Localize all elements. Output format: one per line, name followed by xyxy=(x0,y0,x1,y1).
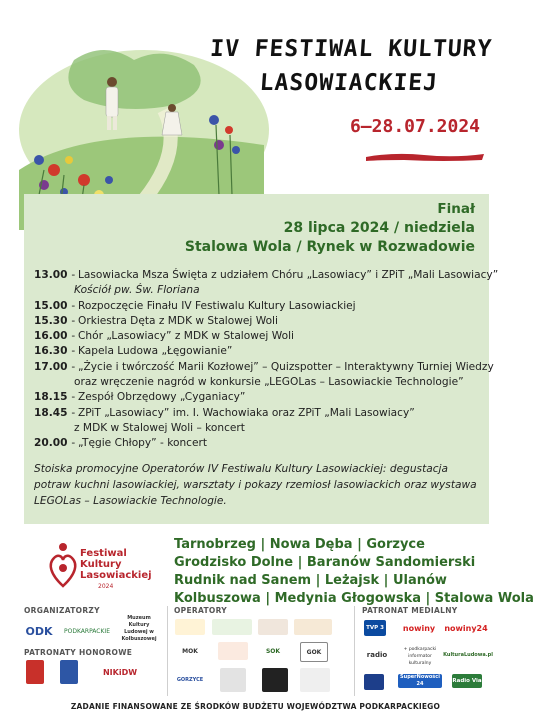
operator-logo xyxy=(218,642,248,660)
section-divider xyxy=(354,606,355,696)
fest-logo-year: 2024 xyxy=(98,583,114,590)
operator-logo xyxy=(294,619,332,635)
schedule-time: 18.45 xyxy=(34,406,68,419)
sok-logo: SOK xyxy=(265,647,281,655)
operator-logo xyxy=(220,668,246,692)
schedule-time: 16.00 xyxy=(34,330,68,343)
schedule-time: 13.00 xyxy=(34,269,68,281)
schedule-list xyxy=(34,268,499,452)
nikidw-logo: NIKiDW xyxy=(102,667,138,677)
schedule-time: 20.00 xyxy=(34,437,68,450)
towns-line: Tarnobrzeg | Nowa Dęba | Gorzyce xyxy=(174,537,425,552)
schedule-continuation: oraz wręczenie nagród w konkursie „LEGOLas – Lasowiackie Technologie” xyxy=(74,376,464,389)
festival-dates: 6–28.07.2024 xyxy=(349,116,481,137)
operator-logo xyxy=(258,619,288,635)
tvp3-logo: TVP 3 xyxy=(364,620,386,636)
nowiny-logo: nowiny xyxy=(402,623,436,633)
mok-logo: MOK xyxy=(182,647,198,655)
operator-logo xyxy=(212,619,252,635)
schedule-text: Rozpoczęcie Finału IV Festiwalu Kultury Lasowiackiej xyxy=(78,299,356,312)
schedule-time: 16.30 xyxy=(34,345,68,358)
festival-logo xyxy=(48,540,152,600)
schedule-item: 18.45 - ZPiT „Lasowiacy” im. I. Wachowiaka oraz ZPiT „Mali Lasowiacy” z MDK w Stalowej Woli – koncert xyxy=(34,406,494,437)
media-patrons-heading: PATRONAT MEDIALNY xyxy=(362,606,458,615)
media-logo xyxy=(364,674,384,690)
schedule-time: 17.00 xyxy=(34,360,68,373)
heart-flower-icon xyxy=(48,542,78,588)
schedule-text: Kapela Ludowa „Łęgowianie” xyxy=(78,345,233,358)
towns-line: Rudnik nad Sanem | Leżajsk | Ulanów xyxy=(174,573,447,588)
towns-line: Kolbuszowa | Medynia Głogowska | Stalowa Wola xyxy=(174,591,534,606)
fest-logo-line-2: Kultury xyxy=(80,559,122,570)
honor-patrons-heading: PATRONATY HONOROWE xyxy=(24,648,133,657)
operators-heading: OPERATORY xyxy=(174,606,227,615)
section-divider xyxy=(167,606,168,696)
schedule-item: 18.15 - Zespół Obrzędowy „Cyganiacy” xyxy=(34,390,494,405)
nowiny24-logo: nowiny24 xyxy=(444,623,488,633)
finale-date: 28 lipca 2024 / niedziela xyxy=(283,220,475,236)
operator-logo xyxy=(300,668,330,692)
schedule-item: 16.00 - Chór „Lasowiacy” z MDK w Stalowej Woli xyxy=(34,329,494,344)
odk-logo: ODK xyxy=(25,624,53,638)
gok-logo: GOK xyxy=(300,642,328,662)
schedule-item: 13.00 - Lasowiacka Msza Święta z udziałem Chóru „Lasowiacy” i ZPiT „Mali Lasowiacy” Kościół pw. Św. Floriana xyxy=(34,268,494,299)
gorzyce-logo: GORZYCE xyxy=(176,676,204,683)
finale-block xyxy=(185,200,475,257)
rzeszow-coat-of-arms-icon xyxy=(60,660,78,684)
radiovia-logo: Radio Via xyxy=(452,674,482,688)
promo-note: Stoiska promocyjne Operatorów IV Festiwalu Kultury Lasowiackiej: degustacja potraw kuchni lasowiackiej, warsztaty i pokazy rzemiosł lasowiackich oraz wystawa LEGOLas – Lasowiackie Technologie. xyxy=(34,463,477,507)
operator-logo xyxy=(175,619,205,635)
schedule-text: Chór „Lasowiacy” z MDK w Stalowej Woli xyxy=(78,330,294,343)
schedule-time: 15.00 xyxy=(34,299,68,312)
schedule-text: „Życie i twórczość Marii Kozłowej” – Quizspotter – Interaktywny Turniej Wiedzy xyxy=(78,360,494,373)
fest-logo-line-1: Festiwal xyxy=(80,548,127,559)
informator-logo: + podkarpacki informator kulturalny xyxy=(403,646,437,666)
finale-label: Finał xyxy=(437,201,475,217)
finale-place: Stalowa Wola / Rynek w Rozwadowie xyxy=(184,239,475,255)
organizers-heading: ORGANIZATORZY xyxy=(24,606,100,615)
red-brush-stroke xyxy=(364,150,486,162)
schedule-time: 18.15 xyxy=(34,391,68,404)
kulturaludowa-logo: KulturaLudowa.pl xyxy=(443,651,493,658)
schedule-time: 15.30 xyxy=(34,314,68,327)
schedule-text: Orkiestra Dęta z MDK w Stalowej Woli xyxy=(78,314,278,327)
schedule-continuation: z MDK w Stalowej Woli – koncert xyxy=(74,421,245,434)
title-line-2: LASOWIACKIEJ xyxy=(258,70,439,96)
schedule-item: 20.00 - „Tęgie Chłopy” - koncert xyxy=(34,436,494,451)
festival-title xyxy=(198,32,503,100)
schedule-continuation: Kościół pw. Św. Floriana xyxy=(74,284,200,297)
radio-logo: radio xyxy=(366,650,388,659)
podkarpackie-logo: PODKARPACKIE xyxy=(64,627,110,635)
towns-list xyxy=(174,536,534,608)
museum-logo: Muzeum Kultury Ludowej w Kolbuszowej xyxy=(121,615,157,642)
operator-logo xyxy=(262,668,288,692)
voivodeship-coat-of-arms-icon xyxy=(26,660,44,684)
schedule-text: „Tęgie Chłopy” - koncert xyxy=(78,437,208,450)
title-line-1: IV FESTIWAL KULTURY xyxy=(209,36,494,62)
supernowosci-logo: SuperNowości 24 xyxy=(398,674,442,688)
fest-logo-line-3: Lasowiackiej xyxy=(80,570,152,581)
schedule-text: Lasowiacka Msza Święta z udziałem Chóru „Lasowiacy” i ZPiT „Mali Lasowiacy” xyxy=(78,269,499,281)
schedule-item: 15.30 - Orkiestra Dęta z MDK w Stalowej Woli xyxy=(34,314,494,329)
schedule-text: Zespół Obrzędowy „Cyganiacy” xyxy=(78,391,246,404)
schedule-item: 15.00 - Rozpoczęcie Finału IV Festiwalu Kultury Lasowiackiej xyxy=(34,299,494,314)
schedule-text: ZPiT „Lasowiacy” im. I. Wachowiaka oraz ZPiT „Mali Lasowiacy” xyxy=(78,406,415,419)
schedule-item: 16.30 - Kapela Ludowa „Łęgowianie” xyxy=(34,344,494,359)
schedule-item: 17.00 - „Życie i twórczość Marii Kozłowej” – Quizspotter – Interaktywny Turniej Wiedzy oraz wręczenie nagród w konkursie „LEGOLas – Lasowiackie Technologie” xyxy=(34,360,494,391)
towns-line: Grodzisko Dolne | Baranów Sandomierski xyxy=(174,555,476,570)
funding-footer: ZADANIE FINANSOWANE ZE ŚRODKÓW BUDŻETU WOJEWÓDZTWA PODKARPACKIEGO xyxy=(70,702,441,711)
